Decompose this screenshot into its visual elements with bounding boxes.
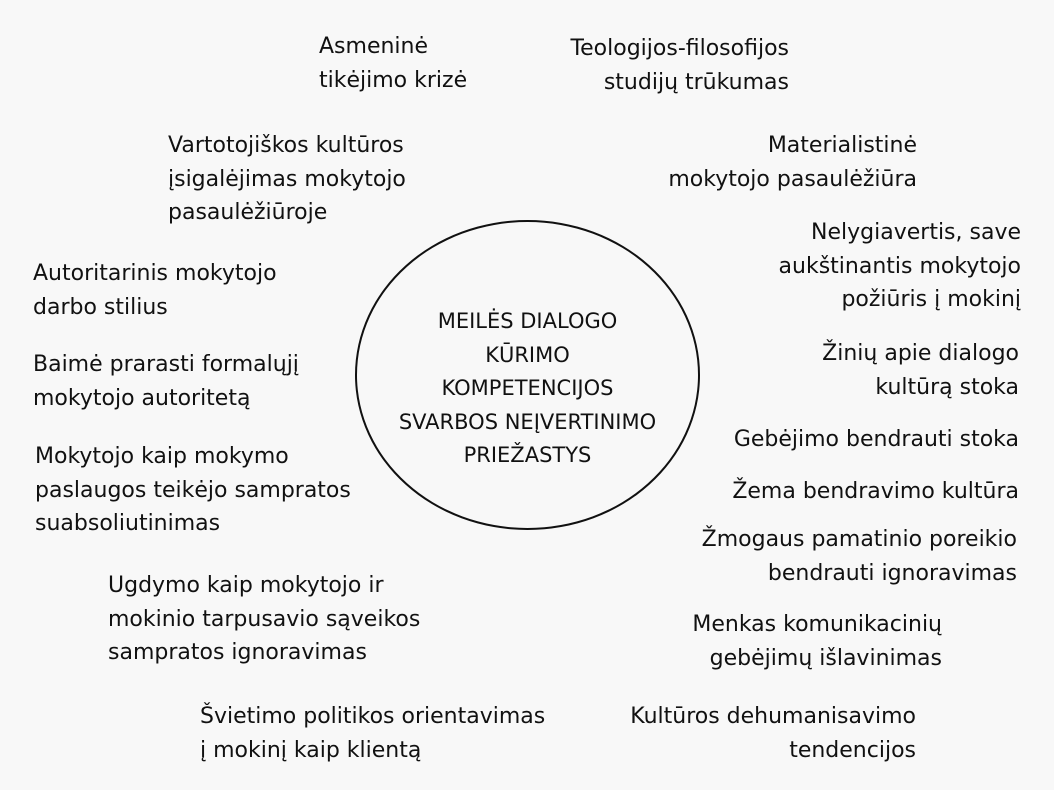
cause-line: darbo stilius <box>33 294 168 320</box>
cause-line: gebėjimų išlavinimas <box>709 645 942 671</box>
cause-dehumanization <box>630 700 916 767</box>
cause-client-orientation <box>200 700 545 767</box>
cause-line: bendrauti ignoravimas <box>767 560 1017 586</box>
cause-line: tendencijos <box>789 737 916 763</box>
cause-line: į mokinį kaip klientą <box>200 737 422 763</box>
cause-fear-authority <box>33 348 299 415</box>
cause-personal-crisis <box>319 30 467 97</box>
cause-line: Žinių apie dialogo <box>822 341 1019 366</box>
cause-line: Ugdymo kaip mokytojo ir <box>108 573 384 598</box>
cause-low-culture <box>732 475 1019 509</box>
cause-line: aukštinantis mokytojo <box>778 253 1021 279</box>
center-title-line: PRIEŽASTYS <box>463 443 592 467</box>
center-title-line: MEILĖS DIALOGO <box>437 309 618 333</box>
cause-line: pasaulėžiūroje <box>168 200 328 225</box>
cause-line: tikėjimo krizė <box>319 67 468 93</box>
cause-line: kultūrą stoka <box>875 374 1019 400</box>
cause-line: mokytojo autoritetą <box>33 385 251 411</box>
cause-line: paslaugos teikėjo sampratos <box>35 477 351 503</box>
cause-dialogue-knowledge-lack <box>822 337 1019 404</box>
cause-basic-need-ignoring <box>702 523 1017 590</box>
cause-line: Kultūros dehumanisavimo <box>630 704 916 729</box>
cause-interaction-ignoring <box>108 569 420 670</box>
cause-consumer-culture <box>168 129 406 230</box>
cause-line: studijų trūkumas <box>603 69 789 95</box>
cause-line: Švietimo politikos orientavimas <box>200 704 546 729</box>
cause-line: Gebėjimo bendrauti stoka <box>733 427 1019 452</box>
cause-authoritarian-style <box>33 257 277 324</box>
cause-line: Nelygiavertis, save <box>811 220 1021 245</box>
cause-line: Teologijos-filosofijos <box>570 36 789 61</box>
cause-materialist-worldview <box>668 129 917 196</box>
cause-line: Menkas komunikacinių <box>692 612 942 637</box>
center-title-line: KOMPETENCIJOS <box>441 376 614 400</box>
cause-line: Materialistinė <box>767 133 917 158</box>
cause-line: Mokytojo kaip mokymo <box>35 444 289 469</box>
cause-line: Baimė prarasti formalųjį <box>33 352 299 377</box>
cause-line: Asmeninė <box>319 34 429 59</box>
cause-line: Žema bendravimo kultūra <box>732 479 1019 504</box>
cause-service-provider <box>35 440 351 541</box>
cause-line: Autoritarinis mokytojo <box>33 261 277 286</box>
cause-line: sampratos ignoravimas <box>108 640 367 665</box>
center-title-line: KŪRIMO <box>485 342 570 367</box>
cause-line: Vartotojiškos kultūros <box>168 133 404 158</box>
cause-line: požiūris į mokinį <box>841 287 1021 312</box>
cause-poor-skills <box>692 608 942 675</box>
center-title-line: SVARBOS NEĮVERTINIMO <box>398 409 657 434</box>
cause-line: mokinio tarpusavio sąveikos <box>108 606 421 632</box>
cause-communication-skill-lack <box>734 423 1019 457</box>
cause-line: mokytojo pasaulėžiūra <box>668 166 917 192</box>
cause-line: įsigalėjimas mokytojo <box>168 166 406 192</box>
cause-theology-lack <box>570 32 789 99</box>
cause-line: suabsoliutinimas <box>35 511 221 536</box>
center-title <box>355 305 700 473</box>
cause-line: Žmogaus pamatinio poreikio <box>701 527 1017 552</box>
cause-unequal-attitude <box>779 216 1021 317</box>
